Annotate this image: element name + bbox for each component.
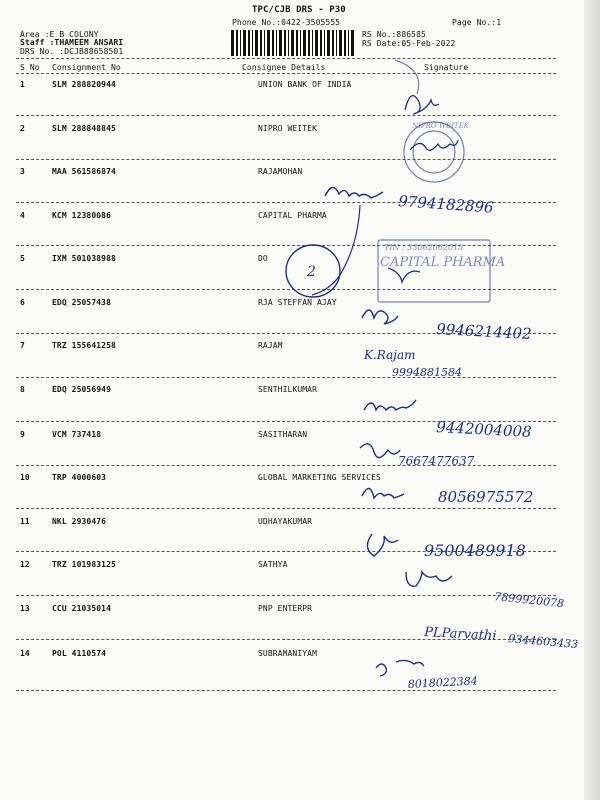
row-consignee: DO xyxy=(258,254,268,263)
row-consignment: TRZ 101983125 xyxy=(52,560,116,569)
row-consignment: SLM 288848845 xyxy=(52,124,116,133)
barcode-bar xyxy=(267,30,270,56)
row-sno: 7 xyxy=(20,341,25,350)
row-sno: 8 xyxy=(20,385,25,394)
row-consignment: SLM 288820944 xyxy=(52,80,116,89)
col-sno: S No xyxy=(20,63,40,72)
row-consignment: CCU 21035014 xyxy=(52,604,111,613)
row-consignee: UNION BANK OF INDIA xyxy=(258,80,352,89)
barcode-bar xyxy=(252,30,253,56)
barcode-bar xyxy=(351,30,354,56)
rs-number: RS No.:886585 xyxy=(362,30,426,39)
barcode-bar xyxy=(288,30,289,56)
row-consignee: RAJAM xyxy=(258,341,283,350)
barcode-bar xyxy=(240,30,241,56)
divider xyxy=(16,115,556,116)
row-sno: 1 xyxy=(20,80,25,89)
row-consignment: TRZ 155641258 xyxy=(52,341,116,350)
svg-text:NIPRO WEITEK: NIPRO WEITEK xyxy=(412,122,469,130)
row-consignment: MAA 561586874 xyxy=(52,167,116,176)
barcode-bar xyxy=(344,30,346,56)
row-consignee: NIPRO WEITEK xyxy=(258,124,317,133)
handwritten-phone-13: 9344603433 xyxy=(507,632,579,652)
row-consignment: VCM 737418 xyxy=(52,430,102,439)
row-sno: 12 xyxy=(20,560,30,569)
barcode-bar xyxy=(300,30,301,56)
row-sno: 9 xyxy=(20,430,25,439)
divider xyxy=(16,202,556,203)
row-sno: 13 xyxy=(20,604,30,613)
row-consignee: GLOBAL MARKETING SERVICES xyxy=(258,473,381,482)
barcode-bar xyxy=(336,30,337,56)
row-consignee: RJA STEFFAN AJAY xyxy=(258,298,337,307)
divider xyxy=(16,551,556,552)
divider xyxy=(16,690,556,691)
barcode-bar xyxy=(243,30,246,56)
barcode-bar xyxy=(272,30,274,56)
row-sno: 11 xyxy=(20,517,30,526)
row-sno: 4 xyxy=(20,211,25,220)
scan-edge xyxy=(584,0,600,800)
table-row xyxy=(0,517,600,559)
staff-label: Staff : xyxy=(20,38,55,47)
barcode-bar xyxy=(327,30,330,56)
handwritten-phone-7: 9994881584 xyxy=(392,366,462,379)
divider xyxy=(16,159,556,160)
divider xyxy=(16,73,556,74)
page-number: Page No.:1 xyxy=(452,18,502,27)
handwritten-name-13: PLParvathi xyxy=(423,625,497,644)
handwritten-phone-12: 7899920078 xyxy=(493,590,565,611)
staff-name: THAMEEM ANSARI xyxy=(54,38,124,47)
divider xyxy=(16,508,556,509)
divider xyxy=(16,421,556,422)
row-sno: 3 xyxy=(20,167,25,176)
barcode-bar xyxy=(308,30,310,56)
barcode-bar xyxy=(284,30,286,56)
row-consignment: EDQ 25056949 xyxy=(52,385,111,394)
sheet-title: TPC/CJB DRS - P30 xyxy=(252,5,346,15)
row-consignment: KCM 12380086 xyxy=(52,211,111,220)
barcode-bar xyxy=(255,30,258,56)
staff-row xyxy=(20,38,123,47)
row-consignment: IXM 501038988 xyxy=(52,254,116,263)
handwritten-phone-14: 8018022384 xyxy=(407,674,479,691)
table-row xyxy=(0,649,600,691)
handwritten-phone-10: 8056975572 xyxy=(438,488,534,506)
barcode-bar xyxy=(296,30,298,56)
row-consignee: SATHYA xyxy=(258,560,288,569)
row-consignment: TRP 4000603 xyxy=(52,473,107,482)
barcode-bar xyxy=(324,30,325,56)
area-label: Area :E B COLONY xyxy=(20,30,99,39)
row-consignee: SASITHARAN xyxy=(258,430,308,439)
row-sno: 10 xyxy=(20,473,30,482)
divider xyxy=(16,377,556,378)
barcode-bar xyxy=(348,30,349,56)
row-consignee: CAPITAL PHARMA xyxy=(258,211,327,220)
table-row xyxy=(0,211,600,253)
barcode-bar xyxy=(332,30,334,56)
row-consignee: SUBRAMANIYAM xyxy=(258,649,317,658)
row-sno: 6 xyxy=(20,298,25,307)
rs-date: RS Date:05-Feb-2022 xyxy=(362,39,456,48)
barcode-bar xyxy=(312,30,313,56)
divider xyxy=(16,58,556,59)
barcode xyxy=(230,30,354,56)
divider xyxy=(16,639,556,640)
row-consignee: RAJAMOHAN xyxy=(258,167,303,176)
barcode-bar xyxy=(264,30,265,56)
col-consignee: Consignee Details xyxy=(242,63,326,72)
barcode-bar xyxy=(303,30,306,56)
barcode-bar xyxy=(339,30,342,56)
row-consignee: SENTHILKUMAR xyxy=(258,385,317,394)
divider xyxy=(16,289,556,290)
circled-number: 2 xyxy=(307,264,316,280)
barcode-bar xyxy=(260,30,262,56)
row-consignment: POL 4110574 xyxy=(52,649,107,658)
barcode-bar xyxy=(236,30,238,56)
barcode-bar xyxy=(320,30,322,56)
svg-text:CAPITAL PHARMA: CAPITAL PHARMA xyxy=(380,255,506,270)
handwritten-phone-11: 9500489918 xyxy=(424,541,526,560)
handwritten-phone-9: 7667477637 xyxy=(398,454,475,468)
col-consignment: Consignment No xyxy=(52,63,121,72)
barcode-bar xyxy=(248,30,250,56)
row-consignment: EDQ 25057438 xyxy=(52,298,111,307)
handwritten-name-7: K.Rajam xyxy=(364,348,416,362)
handwritten-phone-6: 9946214402 xyxy=(435,320,533,343)
handwritten-phone-8: 9442004008 xyxy=(435,418,533,441)
barcode-bar xyxy=(276,30,277,56)
row-consignee: PNP ENTERPR xyxy=(258,604,313,613)
col-signature: Signature xyxy=(424,63,469,72)
svg-text:TIN : 33062062015: TIN : 33062062015 xyxy=(384,243,464,252)
row-consignee: UDHAYAKUMAR xyxy=(258,517,313,526)
divider xyxy=(16,465,556,466)
drs-number: DRS No. :DCJB88658501 xyxy=(20,47,124,56)
barcode-bar xyxy=(279,30,282,56)
barcode-bar xyxy=(315,30,318,56)
handwritten-phone-3: 9794182896 xyxy=(397,192,495,217)
phone-number: Phone No.:0422-3505555 xyxy=(232,18,341,27)
divider xyxy=(16,333,556,334)
row-consignment: NKL 2930476 xyxy=(52,517,107,526)
row-sno: 14 xyxy=(20,649,30,658)
divider xyxy=(16,245,556,246)
row-sno: 5 xyxy=(20,254,25,263)
divider xyxy=(16,595,556,596)
barcode-bar xyxy=(291,30,294,56)
barcode-bar xyxy=(231,30,234,56)
row-sno: 2 xyxy=(20,124,25,133)
